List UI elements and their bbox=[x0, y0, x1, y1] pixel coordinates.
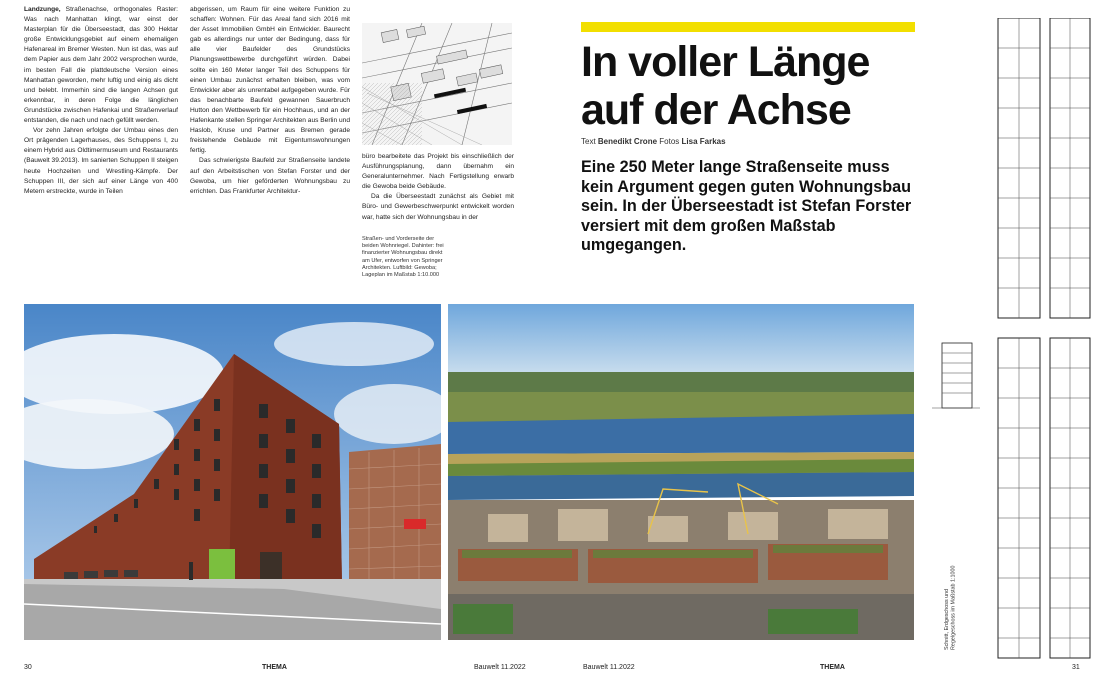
site-plan-map bbox=[362, 23, 512, 145]
paragraph: büro bearbeitete das Projekt bis einschließlich der Ausführungsplanung, dann übernahm ein Generalunternehmer. Nach Fertigstellung erwarb die Gewoba beide Gebäude. bbox=[362, 153, 514, 191]
paragraph: abgerissen, um Raum für eine weitere Funktion zu schaffen: Wohnen. Für das Areal fand sich 2016 mit der Asset Immobilien GmbH ein Entwickler. Baurecht gab es allerdings nur unter der Bedingung, dass für alle vier Baufelder des Grundstücks Planungswettbewerbe durchgeführt würden. Dabei sollte ein 160 Meter langer Teil des Schuppens für einen Umbau zunächst erhalten bleiben, was vom Entwickler aber als unrentabel aufgegeben wurde. Für das benachbarte Baufeld gewannen Sauerbruch Hutton den Wettbewerb für ein Hochhaus, und an der Hafenkante stellen Springer Architekten aus Berlin und Haslob, Kruse und Partner aus Bremen gerade freistehende Gebäude mit Eigentumswohnungen fertig. bbox=[190, 6, 350, 155]
issue-label-left: Bauwelt 11.2022 bbox=[474, 664, 526, 671]
article-column-3 bbox=[362, 152, 514, 232]
page-number-right: 31 bbox=[1072, 664, 1080, 671]
photo-caption: Straßen- und Vorderseite der beiden Wohnriegel. Dahinter: frei finanzierter Wohnungsbau direkt am Ufer, entworfen von Springer Architekten. Luftbild: Gewoba; Lageplan im Maßstab 1:10.000 bbox=[362, 236, 444, 279]
accent-bar bbox=[581, 22, 915, 32]
lead-word: Landzunge, bbox=[24, 6, 61, 13]
paragraph: Das schwierigste Baufeld zur Straßenseite landete auf den Arbeitstischen von Stefan Forster und der Gewoba, um hier geförderten Wohnungsbau zu errichten. Das Frankfurter Architektur- bbox=[190, 157, 350, 195]
section-label-left: THEMA bbox=[262, 664, 287, 671]
site-plan-drawing bbox=[362, 23, 512, 145]
credits-photographer: Lisa Farkas bbox=[681, 137, 726, 146]
article-column-2 bbox=[190, 5, 350, 237]
paragraph: Landzunge, Straßenachse, orthogonales Raster: Was nach Manhattan klingt, war einst der Masterplan für die Überseestadt, das 300 Hektar große Entwicklungsgebiet auf einem ehemaligen Hafenareal im Bremer Westen. Nun ist das, was auf dem Papier aus dem Jahr 2002 versprochen wurde, im besten Fall die plattdeutsche Version eines Manhattan geworden, mehr luftig und einig als dicht und belebt. Immerhin sind die langen Achsen gut erkennbar, in deren Folge die länglichen Grundstücke zwischen Hafenkai und Straßenverlauf entstanden, die nach und nach gefüllt werden. bbox=[24, 6, 178, 125]
plan-caption: Schnitt, Erdgeschoss und Regelgeschoss im Maßstab 1:1000 bbox=[944, 565, 957, 650]
article-title: In voller Länge auf der Achse bbox=[581, 38, 870, 134]
paragraph: Vor zehn Jahren erfolgte der Umbau eines den Ort prägenden Lagerhauses, des Schuppens I, zu einem Hybrid aus Oldtimermuseum und Restaurants (Bauwelt 39.2013). Im sanierten Schuppen II steigen heute Hochzeiten und Wrestling-Kämpfe. Der Schuppen III, der sich auf einer Länge von 400 Metern erstreckte, wurde in Teilen bbox=[24, 127, 178, 195]
brick-building-photo bbox=[24, 304, 441, 640]
article-column-1 bbox=[24, 5, 178, 237]
aerial-overseestadt-photo bbox=[448, 304, 914, 640]
standfirst: Eine 250 Meter lange Straßenseite muss kein Argument gegen guten Wohnungsbau sein. In der Überseestadt ist Stefan Forster versiert mit dem großen Maßstab umgegangen. bbox=[581, 158, 912, 255]
street-photo bbox=[24, 304, 441, 640]
credits-photo-label: Fotos bbox=[659, 137, 680, 146]
section-label-right: THEMA bbox=[820, 664, 845, 671]
aerial-photo bbox=[448, 304, 914, 640]
page-number-left: 30 bbox=[24, 664, 32, 671]
issue-label-right: Bauwelt 11.2022 bbox=[583, 664, 635, 671]
credits-text-label: Text bbox=[581, 137, 596, 146]
paragraph: Da die Überseestadt zunächst als Gebiet mit Büro- und Gewerbeschwerpunkt entwickelt worden war, hatte sich der Wohnungsbau in der bbox=[362, 193, 514, 221]
credits-author: Benedikt Crone bbox=[597, 137, 658, 146]
credits-line bbox=[581, 137, 726, 146]
